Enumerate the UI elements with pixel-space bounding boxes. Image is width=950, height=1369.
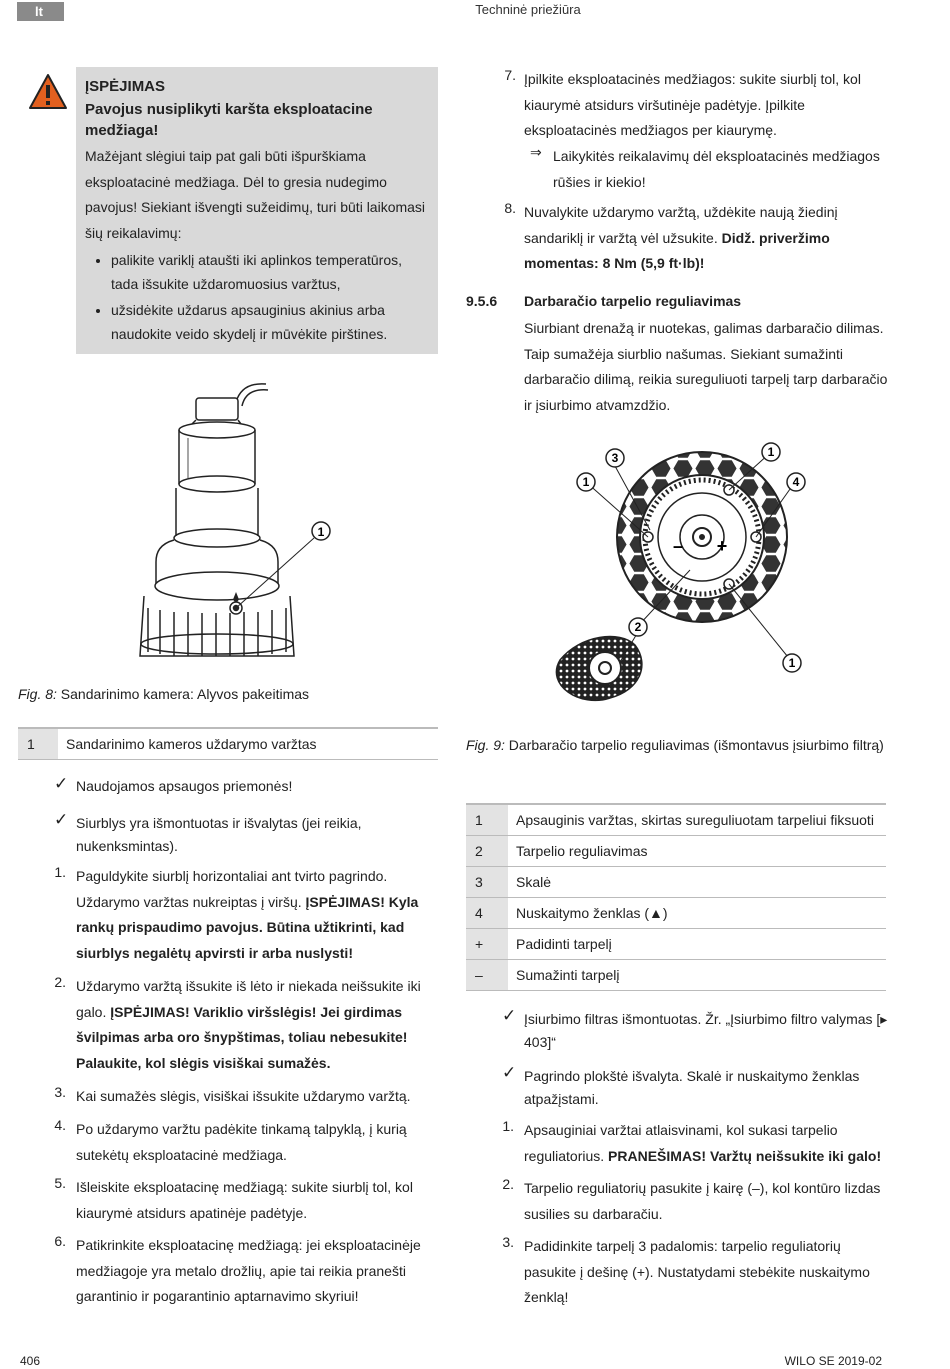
prerequisite-item: Įsiurbimo filtras išmontuotas. Žr. „Įsiurbimo filtro valymas [▸ 403]“ xyxy=(524,1011,888,1050)
warning-body: Mažėjant slėgiui taip pat gali būti išpurškiama eksploatacinė medžiaga. Dėl to gresia nudegimo pavojus! Siekiant išvengti sužeidimų, turi būti laikomasi šių reikalavimų: xyxy=(85,148,426,241)
fig9-callout: 1 xyxy=(582,475,590,489)
section-number: 9.5.6 xyxy=(466,293,498,309)
step-note: Laikykitės reikalavimų dėl eksploatacinės medžiagos rūšies ir kiekio! xyxy=(553,148,880,190)
warning-subtitle: Pavojus nusiplikyti karšta eksploatacine medžiaga! xyxy=(85,101,373,139)
table-row: + Padidinti tarpelį xyxy=(466,928,886,959)
check-icon: ✓ xyxy=(54,774,69,793)
fig9-callout: 3 xyxy=(611,451,619,465)
warning-box xyxy=(76,67,438,354)
check-icon: ✓ xyxy=(502,1063,517,1082)
fig9-callout: 4 xyxy=(792,475,800,489)
table-row: 1 Apsauginis varžtas, skirtas sureguliuotam tarpeliui fiksuoti xyxy=(466,804,886,835)
footer-brand: WILO SE 2019-02 xyxy=(784,1354,882,1368)
impeller-drawing xyxy=(540,440,910,705)
fig9-caption: Fig. 9: Darbaračio tarpelio reguliavimas (išmontavus įsiurbimo filtrą) xyxy=(466,737,884,753)
warning-triangle-icon xyxy=(28,73,68,111)
check-icon: ✓ xyxy=(54,810,69,829)
table-row: 4 Nuskaitymo ženklas (▲) xyxy=(466,897,886,928)
section-title: Darbaračio tarpelio reguliavimas xyxy=(524,293,742,309)
fig8-caption: Fig. 8: Sandarinimo kamera: Alyvos pakeitimas xyxy=(18,686,310,702)
fig9-plus-label: + xyxy=(716,536,728,556)
table-row: 2 Tarpelio reguliavimas xyxy=(466,835,886,866)
table-row: – Sumažinti tarpelį xyxy=(466,959,886,990)
fig9-callout: 1 xyxy=(788,656,796,670)
page-number: 406 xyxy=(20,1354,41,1368)
table-row: 1 Sandarinimo kameros uždarymo varžtas xyxy=(18,728,438,759)
warning-bullet: • palikite variklį ataušti iki aplinkos temperatūros, tada išsukite uždaromuosius varžtus, xyxy=(111,248,429,296)
pump-drawing xyxy=(130,372,350,670)
fig9-callout: 2 xyxy=(634,620,642,634)
header-title: Techninė priežiūra xyxy=(475,2,581,17)
fig9-callout: 1 xyxy=(767,445,775,459)
prerequisite-item: Siurblys yra išmontuotas ir išvalytas (jei reikia, nukenksmintas). xyxy=(76,815,362,854)
fig9-minus-label: – xyxy=(672,536,684,556)
prerequisite-item: Pagrindo plokštė išvalyta. Skalė ir nuskaitymo ženklas atpažįstami. xyxy=(524,1068,860,1107)
table-row: 3 Skalė xyxy=(466,866,886,897)
check-icon: ✓ xyxy=(502,1006,517,1025)
fig8-legend-table xyxy=(18,727,438,760)
arrow-icon: ⇒ xyxy=(530,144,542,160)
warning-bullet: • užsidėkite uždarus apsauginius akinius arba naudokite veido skydelį ir mūvėkite pirštines. xyxy=(111,298,429,346)
prerequisite-item: Naudojamos apsaugos priemonės! xyxy=(76,778,293,794)
fig8-callout: 1 xyxy=(317,525,325,539)
warning-title: ĮSPĖJIMAS xyxy=(85,78,166,95)
language-tag: lt xyxy=(17,2,64,21)
fig9-legend-table xyxy=(466,803,886,991)
section-body: Siurbiant drenažą ir nuotekas, galimas darbaračio dilimas. Taip sumažėja siurblio našumas. Siekiant sumažinti darbaračio dilimą, reikia sureguliuoti tarpelį tarp darbaračio ir įsiurbimo atvamzdžio. xyxy=(524,320,888,413)
